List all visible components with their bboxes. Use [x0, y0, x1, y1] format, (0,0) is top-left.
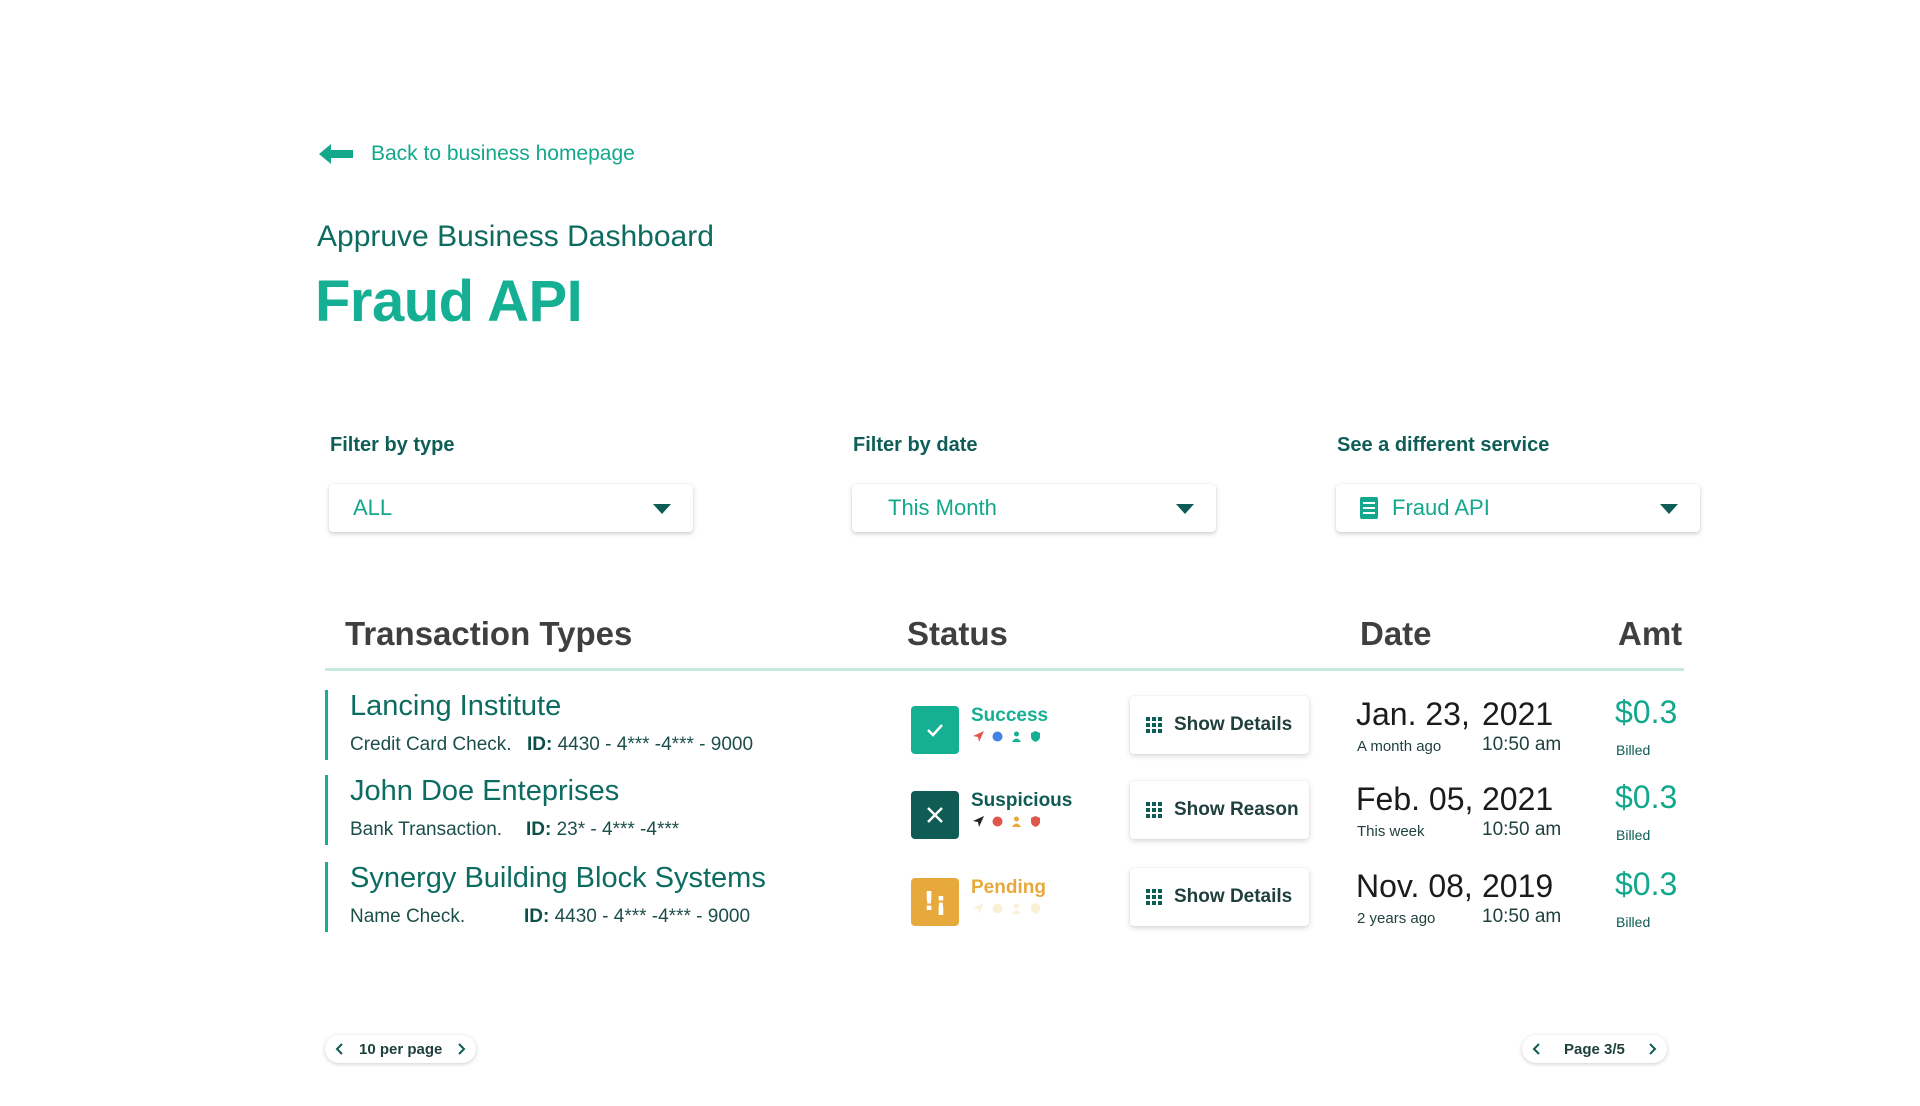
header-divider [325, 668, 1684, 671]
header-transaction-types: Transaction Types [345, 615, 633, 652]
filter-date-select[interactable] [852, 484, 1216, 532]
status-label: Suspicious [971, 790, 1073, 811]
chevron-left-icon[interactable] [1528, 1040, 1546, 1058]
table-row [325, 862, 1685, 932]
transaction-id [527, 734, 753, 756]
date-relative: A month ago [1357, 738, 1442, 755]
date-relative: This week [1357, 823, 1425, 840]
check-type: Name Check. [350, 906, 466, 927]
caret-down-icon [1176, 504, 1194, 514]
dot-icon [992, 903, 1003, 914]
document-icon [1360, 497, 1378, 519]
per-page-control [325, 1035, 476, 1063]
page-control [1522, 1035, 1667, 1063]
filter-service-label: See a different service [1337, 434, 1550, 456]
id-value: 4430 - 4*** -4*** - 9000 [554, 906, 751, 927]
location-arrow-icon [973, 731, 984, 742]
status-check-icons [973, 816, 1041, 827]
pending-status-icon [911, 878, 959, 926]
id-value: 4430 - 4*** -4*** - 9000 [557, 734, 754, 755]
grid-icon [1146, 802, 1162, 818]
grid-icon [1146, 717, 1162, 733]
dot-icon [992, 816, 1003, 827]
exclamation-icon: !¡ [923, 887, 947, 917]
date-month-day: Feb. 05, [1356, 781, 1474, 817]
billed-label: Billed [1616, 914, 1651, 930]
date-time: 10:50 am [1482, 819, 1562, 840]
chevron-left-icon[interactable] [331, 1040, 349, 1058]
location-arrow-icon [973, 903, 984, 914]
filter-type-select[interactable] [329, 484, 693, 532]
person-icon [1011, 731, 1022, 742]
person-icon [1011, 816, 1022, 827]
details-button-label: Show Details [1174, 714, 1293, 735]
transaction-name: Synergy Building Block Systems [350, 862, 766, 894]
id-label: ID: [526, 819, 552, 840]
id-label: ID: [527, 734, 553, 755]
status-check-icons [973, 731, 1041, 742]
header-status: Status [907, 615, 1008, 652]
date-year: 2021 [1482, 781, 1554, 817]
filter-type-value: ALL [353, 495, 393, 520]
table-row [325, 775, 1685, 845]
grid-icon [1146, 889, 1162, 905]
show-details-button[interactable] [1130, 868, 1309, 926]
person-icon [1011, 903, 1022, 914]
check-type: Credit Card Check. [350, 734, 512, 755]
details-button-label: Show Details [1174, 886, 1293, 907]
back-to-homepage-link[interactable] [319, 140, 635, 168]
close-icon [925, 805, 945, 825]
date-year: 2019 [1482, 868, 1554, 904]
status-label: Success [971, 705, 1049, 726]
date-month-day: Nov. 08, [1356, 868, 1473, 904]
check-icon [925, 722, 945, 738]
status-check-icons [973, 903, 1041, 914]
amount: $0.3 [1615, 694, 1678, 730]
filter-date-label: Filter by date [853, 434, 978, 456]
row-accent-bar [325, 862, 328, 932]
suspicious-status-icon [911, 791, 959, 839]
back-link-label: Back to business homepage [371, 142, 635, 165]
page-title: Fraud API [315, 269, 583, 334]
header-date: Date [1360, 615, 1432, 652]
show-reason-button[interactable] [1130, 781, 1309, 839]
status-label: Pending [971, 877, 1046, 898]
transaction-id [524, 906, 750, 928]
header-amt: Amt [1618, 615, 1683, 652]
id-value: 23* - 4*** -4*** [556, 819, 680, 840]
page-label: Page 3/5 [1564, 1040, 1625, 1058]
shield-icon [1030, 731, 1041, 742]
filter-type [329, 434, 693, 532]
caret-down-icon [653, 504, 671, 514]
date-month-day: Jan. 23, [1356, 696, 1470, 732]
filter-date [852, 434, 1216, 532]
filter-service [1336, 434, 1700, 532]
transaction-name: Lancing Institute [350, 690, 562, 722]
transaction-id [526, 819, 679, 841]
filter-service-select[interactable] [1336, 484, 1700, 532]
filter-date-value: This Month [888, 495, 997, 520]
amount: $0.3 [1615, 866, 1678, 902]
dot-icon [992, 731, 1003, 742]
chevron-right-icon[interactable] [452, 1040, 470, 1058]
table-row [325, 690, 1685, 760]
caret-down-icon [1660, 504, 1678, 514]
amount: $0.3 [1615, 779, 1678, 815]
billed-label: Billed [1616, 827, 1651, 843]
per-page-label: 10 per page [359, 1040, 443, 1058]
billed-label: Billed [1616, 742, 1651, 758]
location-arrow-icon [973, 816, 984, 827]
arrow-left-icon [319, 140, 353, 168]
row-accent-bar [325, 775, 328, 845]
date-relative: 2 years ago [1357, 910, 1436, 927]
filter-type-label: Filter by type [330, 434, 455, 456]
date-year: 2021 [1482, 696, 1554, 732]
transaction-name: John Doe Enteprises [350, 775, 620, 807]
check-type: Bank Transaction. [350, 819, 503, 840]
date-time: 10:50 am [1482, 734, 1562, 755]
show-details-button[interactable] [1130, 696, 1309, 754]
row-accent-bar [325, 690, 328, 760]
shield-icon [1030, 903, 1041, 914]
chevron-right-icon[interactable] [1643, 1040, 1661, 1058]
filter-service-value: Fraud API [1392, 495, 1490, 520]
success-status-icon [911, 706, 959, 754]
date-time: 10:50 am [1482, 906, 1562, 927]
shield-icon [1030, 816, 1041, 827]
reason-button-label: Show Reason [1174, 799, 1299, 820]
dashboard-subtitle: Appruve Business Dashboard [317, 220, 714, 253]
id-label: ID: [524, 906, 550, 927]
